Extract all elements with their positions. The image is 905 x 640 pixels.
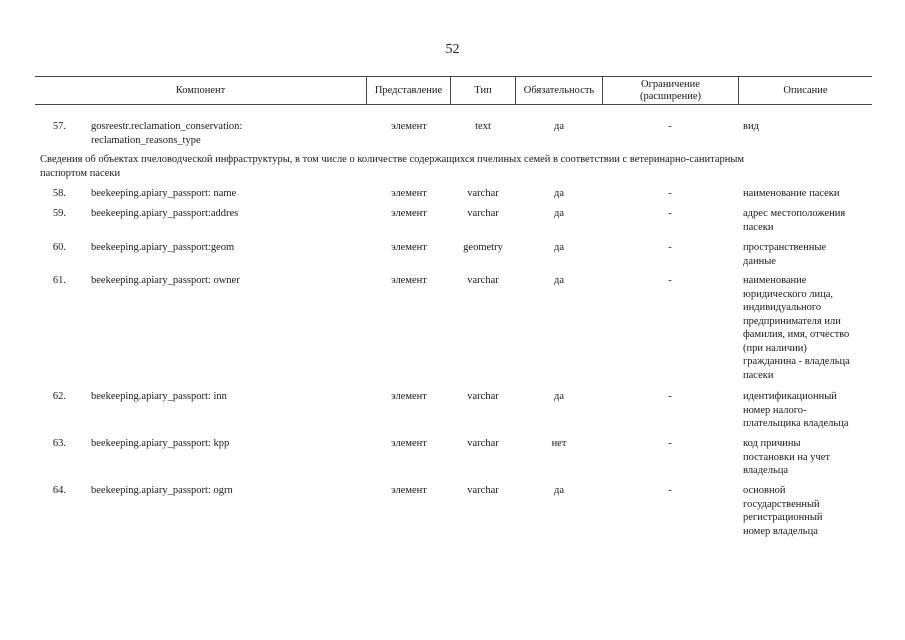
description-line: государственный <box>743 498 820 510</box>
description-line: фамилия, имя, отчество <box>743 329 850 340</box>
row-type: varchar <box>467 188 499 199</box>
component-line: reclamation_reasons_type <box>91 134 201 146</box>
section-line: паспортом пасеки <box>40 167 121 179</box>
row-component: beekeeping.apiary_passport: inn <box>91 391 227 402</box>
description-line: (при наличии) <box>743 342 807 354</box>
section-heading <box>40 153 872 180</box>
row-limit: - <box>668 188 672 199</box>
row-type: text <box>475 121 491 132</box>
row-number: 62. <box>52 391 66 402</box>
row-description <box>743 207 871 234</box>
row-description <box>743 274 871 382</box>
row-limit: - <box>668 208 672 219</box>
row-component: beekeeping.apiary_passport: kpp <box>91 438 230 449</box>
header-required: Обязательность <box>523 84 595 96</box>
row-limit: - <box>668 391 672 402</box>
row-representation: элемент <box>391 121 427 132</box>
description-line: плательщика владельца <box>743 418 849 429</box>
row-type: varchar <box>467 438 499 449</box>
header-description: Описание <box>783 84 828 96</box>
row-description: вид <box>743 121 759 132</box>
row-required: да <box>553 275 564 286</box>
row-representation: элемент <box>391 242 427 253</box>
row-type: geometry <box>463 242 503 253</box>
row-representation: элемент <box>391 485 427 496</box>
row-number: 61. <box>52 275 66 286</box>
row-description <box>743 390 871 431</box>
row-type: varchar <box>467 275 499 286</box>
description-line: номер налого- <box>743 404 807 416</box>
description-line: основной <box>743 485 786 496</box>
row-representation: элемент <box>391 188 427 199</box>
description-line: регистрационный <box>743 512 823 523</box>
row-description <box>743 241 871 268</box>
row-number: 60. <box>52 242 66 253</box>
row-type: varchar <box>467 208 499 219</box>
description-line: наименование пасеки <box>743 188 840 199</box>
row-representation: элемент <box>391 275 427 286</box>
row-representation: элемент <box>391 438 427 449</box>
description-line: гражданина - владельца <box>743 356 850 367</box>
description-line: номер владельца <box>743 525 818 537</box>
row-description <box>743 187 871 201</box>
row-component: beekeeping.apiary_passport: owner <box>91 275 240 286</box>
header-type: Тип <box>474 84 492 96</box>
row-component <box>91 120 366 147</box>
row-number: 63. <box>52 438 66 449</box>
row-description <box>743 484 871 538</box>
description-line: идентификационный <box>743 391 837 402</box>
row-required: да <box>553 121 564 132</box>
row-number: 58. <box>52 188 66 199</box>
description-line: адрес местоположения <box>743 208 846 219</box>
description-line: индивидуального <box>743 302 822 313</box>
row-required: да <box>553 485 564 496</box>
row-type: varchar <box>467 485 499 496</box>
row-number: 57. <box>52 121 66 132</box>
description-line: наименование <box>743 275 807 286</box>
row-component: beekeeping.apiary_passport: name <box>91 188 237 199</box>
row-required: да <box>553 208 564 219</box>
row-description <box>743 437 871 478</box>
component-line: gosreestr.reclamation_conservation: <box>91 121 243 132</box>
row-required: да <box>553 391 564 402</box>
header-limit-line1: Ограничение <box>641 78 700 90</box>
row-limit: - <box>668 242 672 253</box>
description-line: пасеки <box>743 221 774 233</box>
row-required: да <box>553 242 564 253</box>
row-limit: - <box>668 438 672 449</box>
description-line: юридического лица, <box>743 288 834 300</box>
header-representation: Представление <box>374 84 443 96</box>
description-line: пространственные <box>743 242 827 253</box>
row-representation: элемент <box>391 391 427 402</box>
header-component: Компонент <box>175 84 226 96</box>
row-component: beekeeping.apiary_passport:addres <box>91 208 239 219</box>
description-line: код причины <box>743 438 801 449</box>
row-required: да <box>553 188 564 199</box>
header-limit <box>603 76 738 105</box>
description-line: постановки на учет <box>743 451 831 463</box>
description-line: владельца <box>743 465 789 476</box>
row-component: beekeeping.apiary_passport: ogrn <box>91 485 233 496</box>
row-type: varchar <box>467 391 499 402</box>
row-representation: элемент <box>391 208 427 219</box>
row-required: нет <box>551 438 567 449</box>
row-limit: - <box>668 275 672 286</box>
row-number: 59. <box>52 208 66 219</box>
description-line: пасеки <box>743 369 774 381</box>
header-limit-line2: (расширение) <box>639 90 702 102</box>
row-limit: - <box>668 485 672 496</box>
description-line: предпринимателя или <box>743 315 841 327</box>
row-component: beekeeping.apiary_passport:geom <box>91 242 235 253</box>
section-line: Сведения об объектах пчеловодческой инфраструктуры, в том числе о количестве содержащихся пчелиных семей в соответствии с ветеринарно-санитарным <box>40 154 745 165</box>
row-number: 64. <box>52 485 66 496</box>
description-line: данные <box>743 255 776 267</box>
row-limit: - <box>668 121 672 132</box>
page-number: 52 <box>445 42 460 57</box>
